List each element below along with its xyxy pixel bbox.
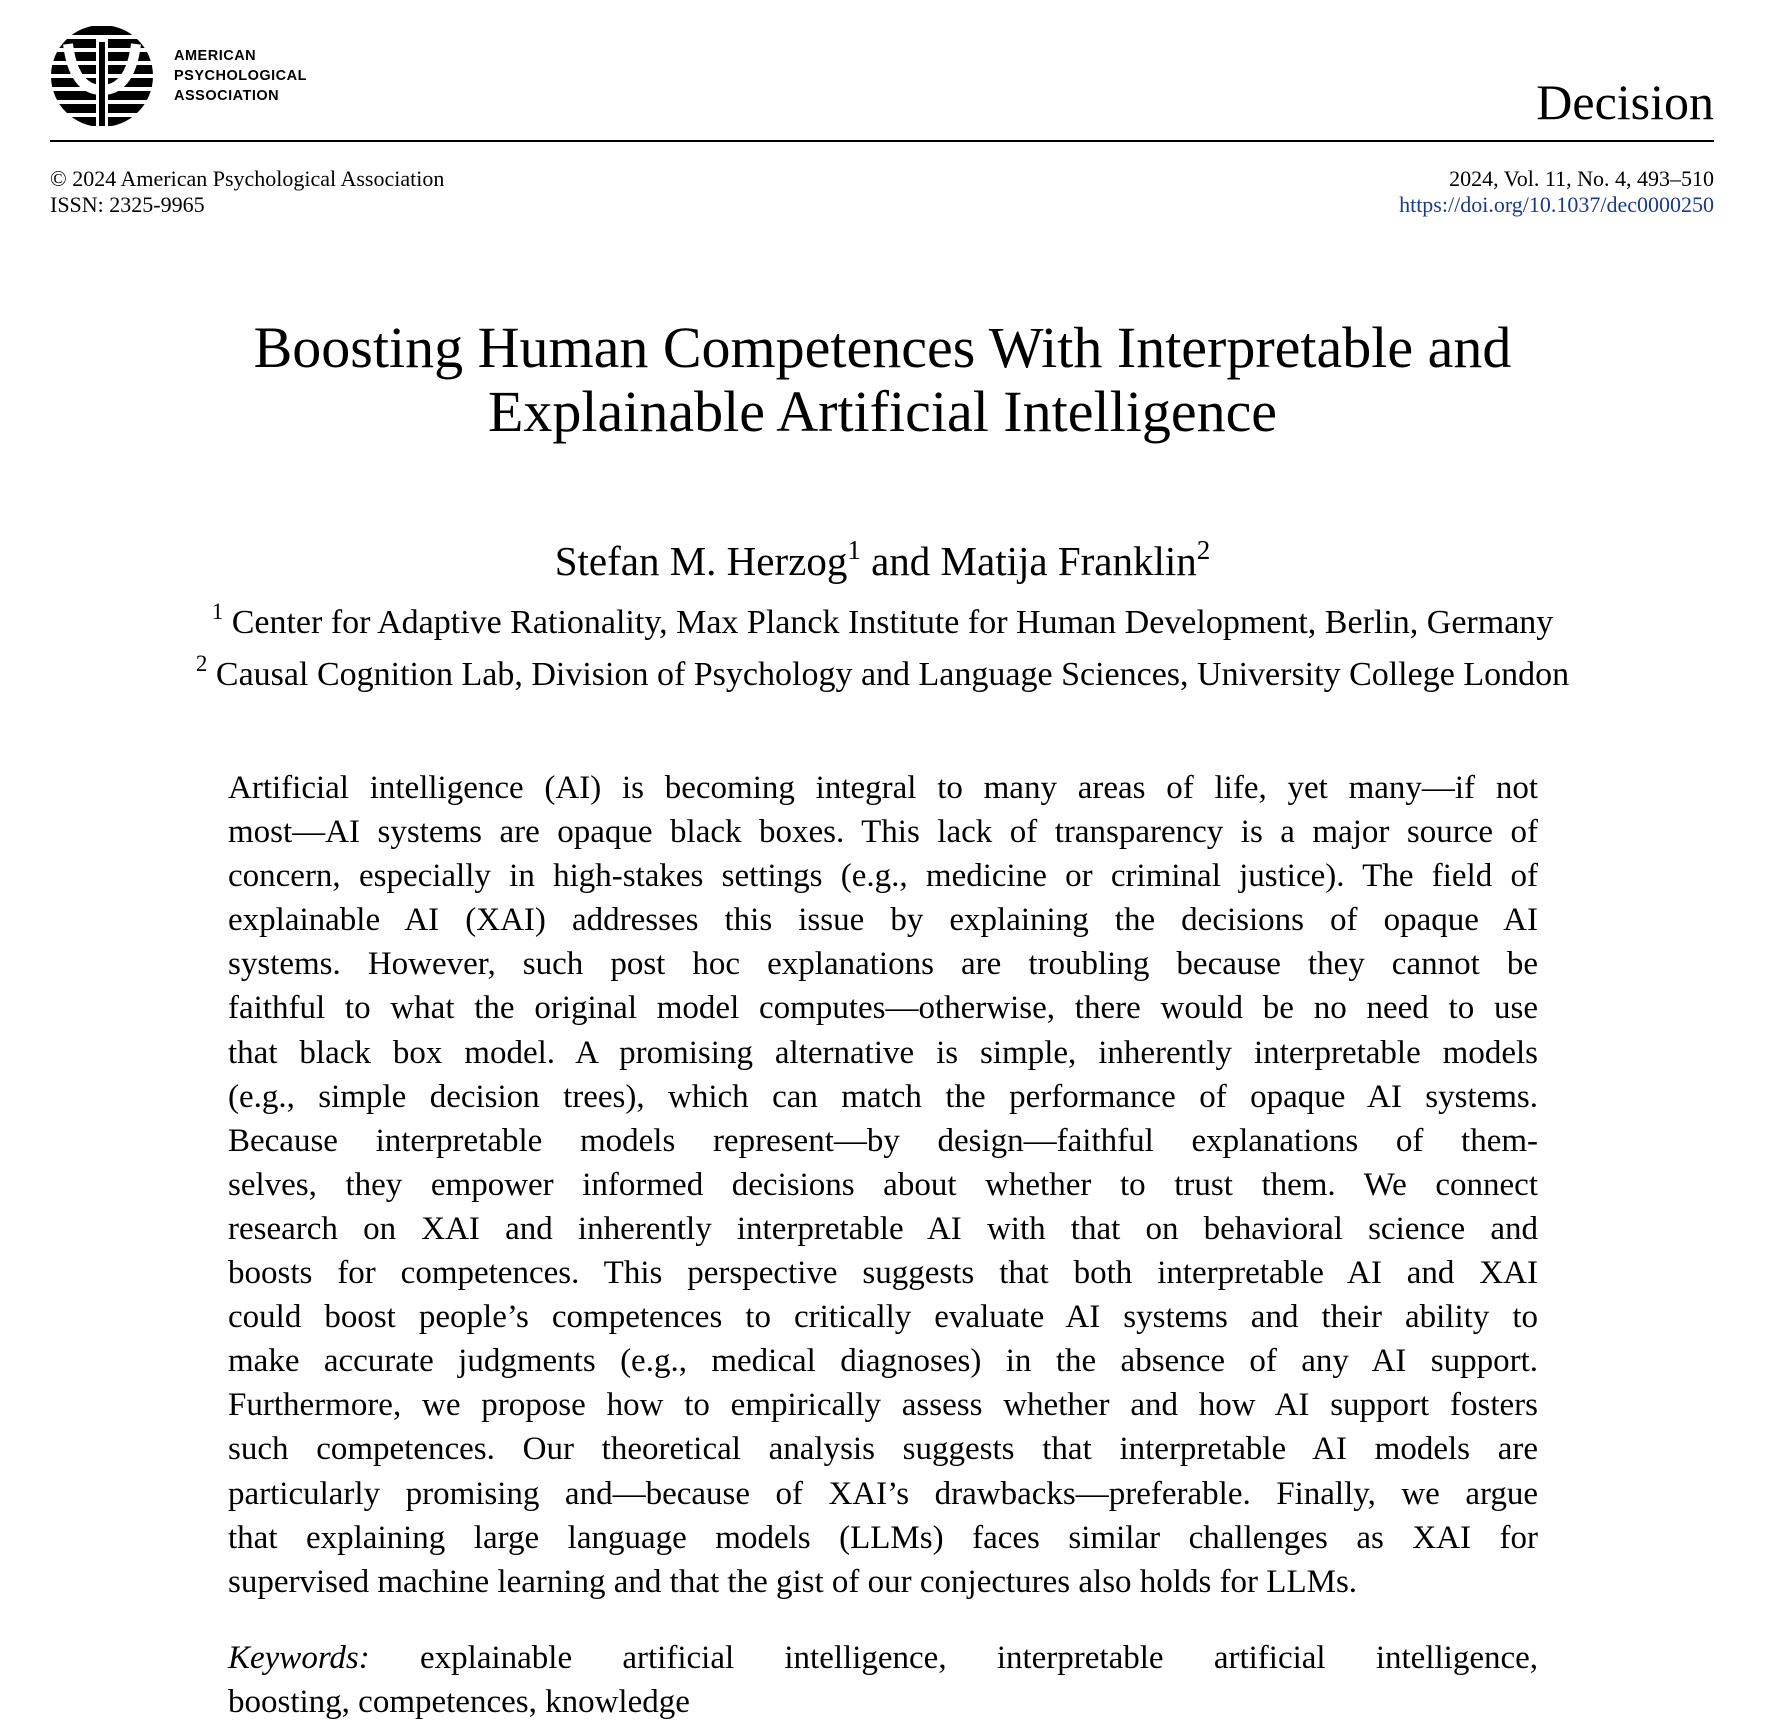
header-divider (50, 140, 1714, 142)
publisher-logo (50, 24, 307, 128)
publisher-name (174, 46, 307, 106)
author-name: Matija Franklin (940, 538, 1197, 584)
abstract-line: could boost people’s competences to critically evaluate AI systems and their ability to (228, 1299, 1538, 1336)
publisher-name-line: AMERICAN (174, 48, 257, 64)
abstract-line: selves, they empower informed decisions about whether to trust them. We connect (228, 1166, 1538, 1203)
keywords (228, 1636, 1538, 1724)
abstract-line: concern, especially in high-stakes settings (e.g., medicine or criminal justice). The field of (228, 858, 1538, 895)
abstract-line: that explaining large language models (LLMs) faces similar challenges as XAI for (228, 1519, 1538, 1556)
keywords-line (228, 1636, 1538, 1680)
doi-link[interactable]: https://doi.org/10.1037/dec0000250 (1399, 192, 1714, 217)
abstract-line: most—AI systems are opaque black boxes. This lack of transparency is a major source of (228, 814, 1538, 851)
journal-name: Decision (1536, 74, 1714, 130)
affiliation (0, 651, 1765, 695)
abstract-line: Because interpretable models represent—by design—faithful explanations of them- (228, 1122, 1538, 1159)
citation-block (1399, 166, 1714, 218)
affiliation-mark: 1 (847, 535, 861, 565)
affiliation-mark: 1 (211, 599, 224, 624)
affiliation (0, 599, 1765, 643)
abstract-line: boosts for competences. This perspective suggests that both interpretable AI and XAI (228, 1255, 1538, 1292)
affiliation-mark: 2 (195, 651, 208, 676)
abstract (228, 766, 1538, 1604)
author-list (0, 537, 1765, 585)
abstract-line: research on XAI and inherently interpretable AI with that on behavioral science and (228, 1210, 1538, 1247)
copyright-notice: © 2024 American Psychological Association (50, 166, 445, 191)
abstract-line: systems. However, such post hoc explanations are troubling because they cannot be (228, 946, 1538, 983)
abstract-line: Furthermore, we propose how to empirically assess whether and how AI support fosters (228, 1387, 1538, 1424)
affiliation-mark: 2 (1196, 535, 1211, 565)
affiliation-text: Causal Cognition Lab, Division of Psychology and Language Sciences, University College London (215, 656, 1570, 693)
abstract-line: make accurate judgments (e.g., medical diagnoses) in the absence of any AI support. (228, 1343, 1538, 1380)
author-name: Stefan M. Herzog (554, 538, 848, 584)
publisher-name-line: PSYCHOLOGICAL (174, 68, 307, 84)
abstract-line: Artificial intelligence (AI) is becoming integral to many areas of life, yet many—if not (228, 770, 1538, 806)
abstract-line: faithful to what the original model computes—otherwise, there would be no need to use (228, 990, 1538, 1027)
abstract-line: such competences. Our theoretical analysis suggests that interpretable AI models are (228, 1431, 1538, 1468)
abstract-line: that black box model. A promising alternative is simple, inherently interpretable models (228, 1034, 1538, 1071)
article-title-line: Boosting Human Competences With Interpretable and (253, 315, 1512, 380)
issn: ISSN: 2325-9965 (50, 192, 205, 217)
author-conjunction: and (871, 538, 931, 584)
abstract-line: particularly promising and—because of XAI’s drawbacks—preferable. Finally, we argue (228, 1475, 1538, 1512)
citation: 2024, Vol. 11, No. 4, 493–510 (1449, 166, 1714, 191)
apa-psi-logo-icon (50, 24, 154, 128)
abstract-line: (e.g., simple decision trees), which can match the performance of opaque AI systems. (228, 1078, 1538, 1115)
keywords-line: boosting, competences, knowledge (228, 1684, 690, 1720)
keywords-text: explainable artificial intelligence, interpretable artificial intelligence, (420, 1640, 1539, 1676)
publisher-name-line: ASSOCIATION (174, 88, 280, 104)
affiliation-text: Center for Adaptive Rationality, Max Planck Institute for Human Development, Berlin, Germany (231, 604, 1554, 641)
article-title-line: Explainable Artificial Intelligence (487, 379, 1278, 444)
abstract-line: supervised machine learning and that the gist of our conjectures also holds for LLMs. (228, 1563, 1358, 1600)
article-title (0, 316, 1765, 444)
abstract-line: explainable AI (XAI) addresses this issue by explaining the decisions of opaque AI (228, 902, 1538, 939)
keywords-label: Keywords: (228, 1640, 370, 1676)
copyright-block (50, 166, 444, 218)
